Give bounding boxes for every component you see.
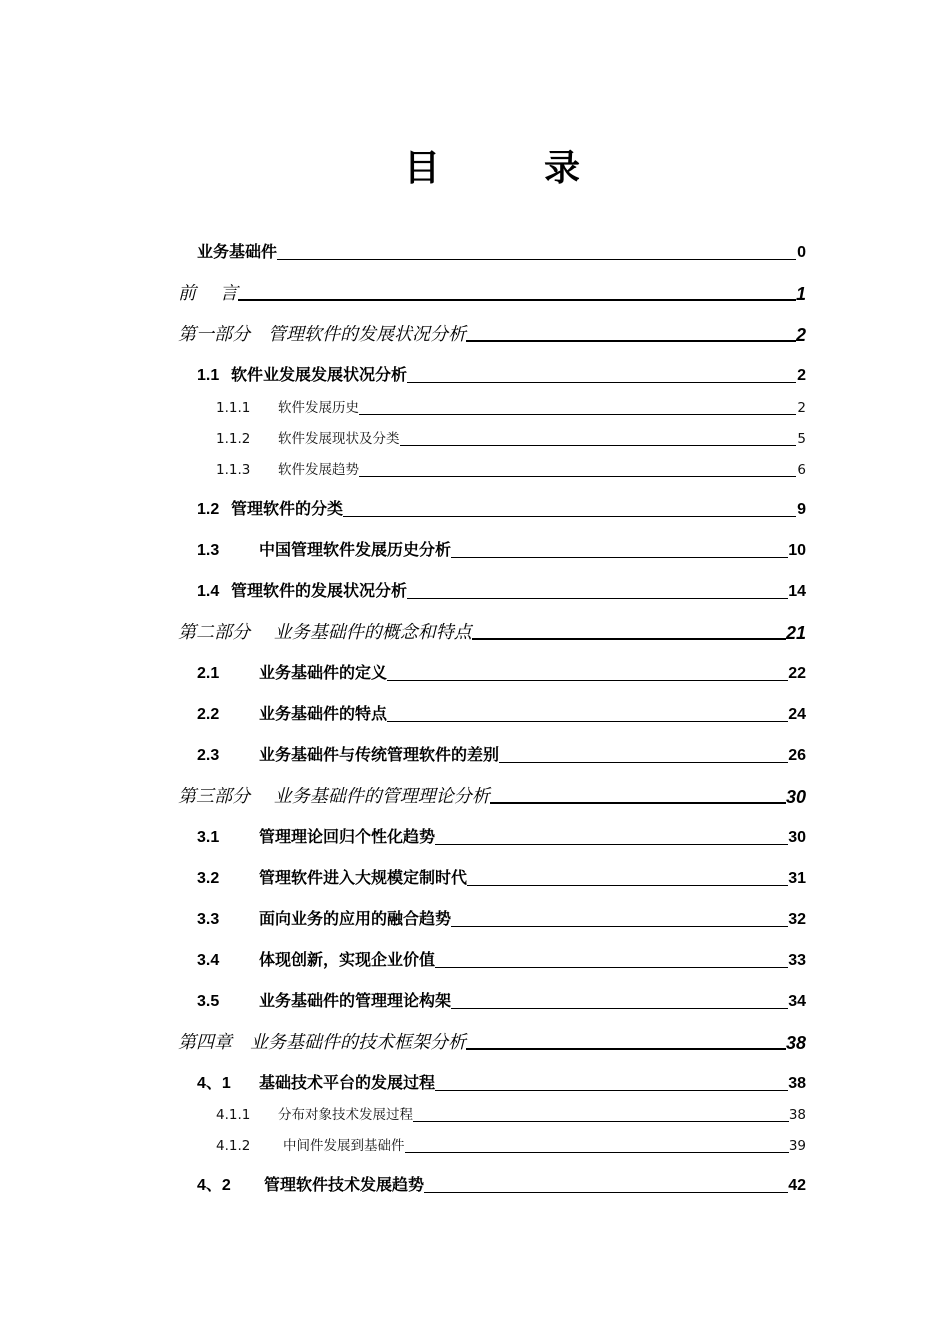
toc-entry[interactable] xyxy=(197,539,806,561)
toc-leader xyxy=(424,1192,788,1193)
toc-entry-number: 3.2 xyxy=(197,870,220,887)
toc-entry-text: 业务基础件的定义 xyxy=(259,665,388,682)
toc-entry[interactable] xyxy=(216,1103,806,1125)
toc-entry-text: 业务基础件与传统管理软件的差别 xyxy=(259,747,500,764)
toc-entry[interactable] xyxy=(197,990,806,1012)
toc-page-number: 26 xyxy=(788,747,806,764)
toc-leader xyxy=(407,598,788,599)
toc-entry-number: 1.3 xyxy=(197,542,220,559)
toc-entry[interactable] xyxy=(216,396,806,418)
toc-leader xyxy=(435,844,788,845)
toc-entry[interactable] xyxy=(197,826,806,848)
toc-entry-text: 第四章 业务基础件的技术框架分析 xyxy=(178,1032,466,1053)
toc-page-number: 34 xyxy=(788,993,806,1010)
toc-entry[interactable] xyxy=(197,744,806,766)
toc-page-number: 5 xyxy=(797,431,806,447)
toc-leader xyxy=(435,967,788,968)
toc-entry-number: 2.1 xyxy=(197,665,220,682)
toc-leader xyxy=(387,680,788,681)
toc-entry[interactable] xyxy=(197,662,806,684)
toc-page-number: 2 xyxy=(795,325,806,345)
toc-entry[interactable] xyxy=(216,1134,806,1156)
toc-page-number: 1 xyxy=(795,284,806,304)
toc-entry-text: 软件发展历史 xyxy=(278,400,359,416)
toc-entry[interactable] xyxy=(178,282,806,304)
toc-leader xyxy=(407,382,796,383)
toc-leader xyxy=(467,885,788,886)
toc-leader xyxy=(472,638,786,640)
toc-leader xyxy=(400,445,797,446)
toc-entry-number: 4、2 xyxy=(197,1177,231,1194)
toc-entry-text: 管理软件进入大规模定制时代 xyxy=(259,870,468,887)
toc-entry[interactable] xyxy=(178,1031,806,1053)
toc-entry-text: 业务基础件的管理理论构架 xyxy=(259,993,452,1010)
toc-entry-number: 1.4 xyxy=(197,583,220,600)
toc-entry-text: 第一部分 管理软件的发展状况分析 xyxy=(178,324,466,345)
toc-leader xyxy=(466,1048,786,1050)
toc-entry-number: 2.3 xyxy=(197,747,220,764)
toc-leader xyxy=(451,557,788,558)
toc-entry-number: 1.2 xyxy=(197,501,220,518)
toc-entry-number: 1.1.1 xyxy=(216,400,251,416)
toc-entry-number: 1.1 xyxy=(197,367,220,384)
toc-page-number: 33 xyxy=(788,952,806,969)
toc-entry-text: 分布对象技术发展过程 xyxy=(278,1107,413,1123)
toc-entry[interactable] xyxy=(197,1072,806,1094)
toc-entry-text: 管理理论回归个性化趋势 xyxy=(259,829,436,846)
toc-entry-text: 管理软件的发展状况分析 xyxy=(231,583,408,600)
toc-entry-number: 3.5 xyxy=(197,993,220,1010)
toc-entry-text: 体现创新，实现企业价值 xyxy=(259,952,436,969)
toc-entry[interactable] xyxy=(178,323,806,345)
toc-leader xyxy=(490,802,786,804)
toc-page-number: 39 xyxy=(788,1138,806,1154)
toc-entry[interactable] xyxy=(216,427,806,449)
toc-leader xyxy=(359,414,796,415)
toc-entry[interactable] xyxy=(197,867,806,889)
toc-title: 目 录 xyxy=(403,148,614,189)
toc-page-number: 42 xyxy=(788,1177,806,1194)
toc-entry-text: 中间件发展到基础件 xyxy=(283,1138,405,1154)
toc-entry-number: 2.2 xyxy=(197,706,220,723)
toc-entry-text: 业务基础件 xyxy=(197,244,278,261)
toc-leader xyxy=(413,1121,789,1122)
toc-page-number: 6 xyxy=(797,462,806,478)
toc-page-number: 38 xyxy=(788,1075,806,1092)
toc-leader xyxy=(466,340,796,342)
toc-entry[interactable] xyxy=(197,908,806,930)
toc-entry-number: 4、1 xyxy=(197,1075,231,1092)
toc-page-number: 14 xyxy=(788,583,806,600)
toc-entry[interactable] xyxy=(197,703,806,725)
toc-entry[interactable] xyxy=(197,498,806,520)
toc-page-number: 9 xyxy=(797,501,806,518)
toc-leader xyxy=(435,1090,788,1091)
toc-entry-text: 软件发展现状及分类 xyxy=(278,431,400,447)
toc-page-number: 30 xyxy=(788,829,806,846)
toc-entry-number: 3.1 xyxy=(197,829,220,846)
toc-entry-text: 第三部分 业务基础件的管理理论分析 xyxy=(178,786,490,807)
toc-entry-number: 4.1.1 xyxy=(216,1107,251,1123)
toc-entry-text: 前 言 xyxy=(178,283,238,304)
toc-entry[interactable] xyxy=(178,785,806,807)
toc-leader xyxy=(499,762,788,763)
toc-page-number: 32 xyxy=(788,911,806,928)
toc-leader xyxy=(277,259,796,260)
toc-entry-text: 业务基础件的特点 xyxy=(259,706,388,723)
toc-entry[interactable] xyxy=(197,241,806,263)
toc-leader xyxy=(238,299,796,301)
toc-leader xyxy=(451,1008,788,1009)
toc-page-number: 31 xyxy=(788,870,806,887)
toc-leader xyxy=(405,1152,789,1153)
toc-leader xyxy=(387,721,788,722)
toc-entry-text: 基础技术平台的发展过程 xyxy=(259,1075,436,1092)
toc-leader xyxy=(343,516,796,517)
toc-entry-number: 1.1.2 xyxy=(216,431,251,447)
toc-entry-number: 3.3 xyxy=(197,911,220,928)
toc-page-number: 21 xyxy=(785,623,806,643)
toc-entry-text: 软件发展趋势 xyxy=(278,462,359,478)
toc-page-number: 0 xyxy=(797,244,806,261)
toc-entry-number: 3.4 xyxy=(197,952,220,969)
toc-entry-text: 管理软件的分类 xyxy=(231,501,344,518)
toc-entry-number: 4.1.2 xyxy=(216,1138,251,1154)
toc-page-number: 2 xyxy=(797,367,806,384)
toc-entry[interactable] xyxy=(197,949,806,971)
toc-entry[interactable] xyxy=(197,580,806,602)
toc-entry[interactable] xyxy=(178,621,806,643)
toc-page-number: 38 xyxy=(785,1033,806,1053)
toc-entry-number: 1.1.3 xyxy=(216,462,251,478)
toc-page-number: 2 xyxy=(797,400,806,416)
toc-leader xyxy=(359,476,796,477)
toc-entry-text: 管理软件技术发展趋势 xyxy=(264,1177,425,1194)
toc-page-number: 24 xyxy=(788,706,806,723)
toc-entry-text: 软件业发展发展状况分析 xyxy=(231,367,408,384)
toc-entry[interactable] xyxy=(216,458,806,480)
toc-page-number: 10 xyxy=(788,542,806,559)
toc-page-number: 38 xyxy=(788,1107,806,1123)
toc-entry-text: 中国管理软件发展历史分析 xyxy=(259,542,452,559)
toc-entry-text: 面向业务的应用的融合趋势 xyxy=(259,911,452,928)
toc-page-number: 30 xyxy=(785,787,806,807)
toc-page-number: 22 xyxy=(788,665,806,682)
toc-entry-text: 第二部分 业务基础件的概念和特点 xyxy=(178,622,472,643)
toc-entry[interactable] xyxy=(197,1174,806,1196)
toc-leader xyxy=(451,926,788,927)
toc-entry[interactable] xyxy=(197,364,806,386)
